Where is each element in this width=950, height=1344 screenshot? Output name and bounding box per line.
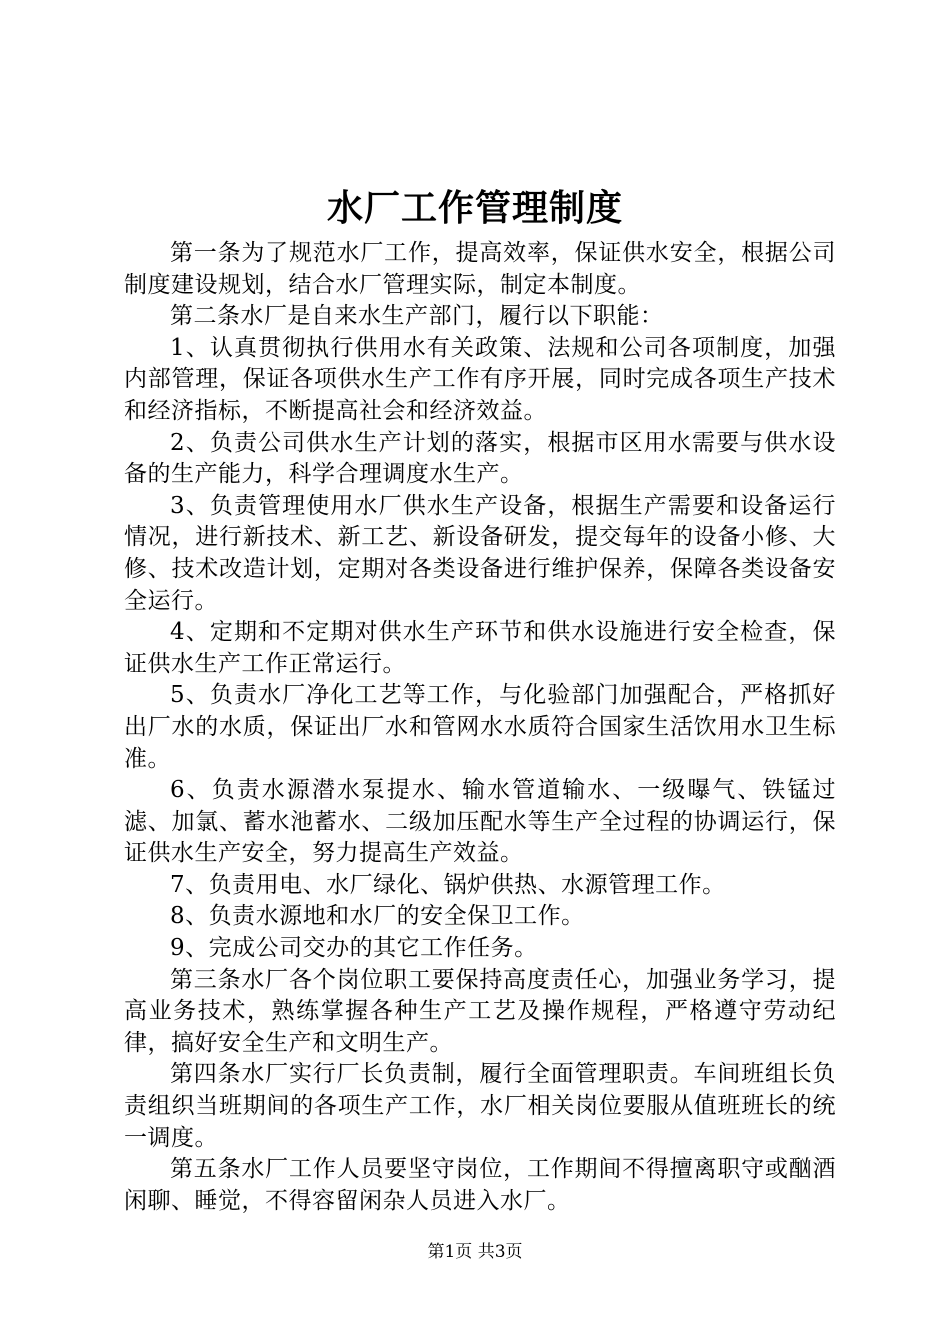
paragraph: 第二条水厂是自来水生产部门，履行以下职能： — [170, 303, 664, 330]
document-body — [124, 238, 836, 1217]
paragraph: 6、负责水源潜水泵提水、输水管道输水、一级曝气、铁锰过滤、加氯、蓄水池蓄水、二级加压配水等生产全过程的协调运行，保证供水生产安全，努力提高生产效益。 — [124, 777, 836, 867]
paragraph: 3、负责管理使用水厂供水生产设备，根据生产需要和设备运行情况，进行新技术、新工艺、新设备研发，提交每年的设备小修、大修、技术改造计划，定期对各类设备进行维护保养，保障各类设备安全运行。 — [124, 492, 836, 614]
paragraph: 8、负责水源地和水厂的安全保卫工作。 — [170, 903, 585, 930]
paragraph: 第一条为了规范水厂工作，提高效率，保证供水安全，根据公司制度建设规划，结合水厂管理实际，制定本制度。 — [124, 240, 836, 298]
paragraph: 9、完成公司交办的其它工作任务。 — [170, 935, 538, 962]
document-title: 水厂工作管理制度 — [326, 187, 623, 229]
paragraph: 第四条水厂实行厂长负责制，履行全面管理职责。车间班组长负责组织当班期间的各项生产工作，水厂相关岗位要服从值班班长的统一调度。 — [124, 1061, 836, 1151]
paragraph: 1、认真贯彻执行供用水有关政策、法规和公司各项制度，加强内部管理，保证各项供水生产工作有序开展，同时完成各项生产技术和经济指标，不断提高社会和经济效益。 — [124, 334, 836, 424]
paragraph: 第五条水厂工作人员要坚守岗位，工作期间不得擅离职守或酗酒闲聊、睡觉，不得容留闲杂人员进入水厂。 — [124, 1156, 836, 1214]
paragraph: 2、负责公司供水生产计划的落实，根据市区用水需要与供水设备的生产能力，科学合理调度水生产。 — [124, 429, 836, 488]
paragraph: 第三条水厂各个岗位职工要保持高度责任心，加强业务学习，提高业务技术，熟练掌握各种生产工艺及操作规程，严格遵守劳动纪律，搞好安全生产和文明生产。 — [124, 966, 836, 1056]
page-number-footer: 第1页 共3页 — [427, 1242, 523, 1262]
paragraph: 7、负责用电、水厂绿化、锅炉供热、水源管理工作。 — [170, 871, 726, 898]
paragraph: 4、定期和不定期对供水生产环节和供水设施进行安全检查，保证供水生产工作正常运行。 — [124, 619, 836, 677]
paragraph: 5、负责水厂净化工艺等工作，与化验部门加强配合，严格抓好出厂水的水质，保证出厂水和管网水水质符合国家生活饮用水卫生标准。 — [124, 682, 836, 772]
